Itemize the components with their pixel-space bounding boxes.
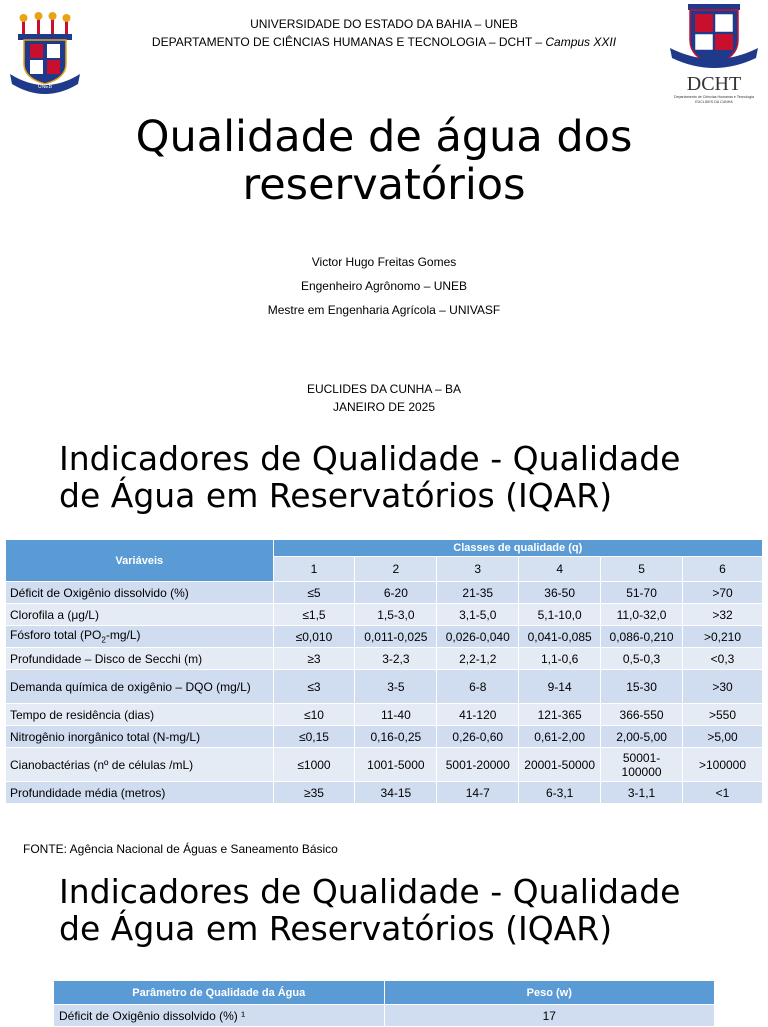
svg-text:EUCLIDES DA CUNHA: EUCLIDES DA CUNHA [695, 100, 733, 104]
class-number: 5 [601, 557, 683, 582]
institution-header [0, 15, 768, 51]
class-value: ≤3 [273, 670, 355, 704]
class-number: 3 [437, 557, 519, 582]
class-value: >550 [683, 704, 763, 726]
table-row [54, 1005, 715, 1027]
class-value: >100000 [683, 748, 763, 782]
date: JANEIRO DE 2025 [332, 400, 436, 414]
class-value: 14-7 [437, 782, 519, 804]
weight-cell: 17 [384, 1005, 714, 1027]
variable-label: Fósforo total $(PO_2-mg/L)$ [6, 626, 274, 648]
class-value: ≤1000 [273, 748, 355, 782]
header-variables: Variáveis [6, 540, 274, 582]
class-value: >0,210 [683, 626, 763, 648]
svg-text:DCHT: DCHT [686, 73, 742, 95]
author-degree: Engenheiro Agrônomo – UNEB [300, 279, 468, 293]
class-value: 51-70 [601, 582, 683, 604]
table-row [6, 582, 763, 604]
variable-label: Clorofila a (μg/L) [6, 604, 274, 626]
variable-label: Déficit de Oxigênio dissolvido (%) [6, 582, 274, 604]
class-value: <1 [683, 782, 763, 804]
class-value: 3,1-5,0 [437, 604, 519, 626]
author-name: Victor Hugo Freitas Gomes [311, 255, 457, 269]
class-value: 0,5-0,3 [601, 648, 683, 670]
class-number: 4 [519, 557, 601, 582]
class-value: 3-2,3 [355, 648, 437, 670]
table-row [6, 726, 763, 748]
class-value: ≤1,5 [273, 604, 355, 626]
class-value: 5001-20000 [437, 748, 519, 782]
class-value: 1,5-3,0 [355, 604, 437, 626]
city: EUCLIDES DA CUNHA – BA [306, 382, 462, 396]
class-value: 6-3,1 [519, 782, 601, 804]
class-value: 6-20 [355, 582, 437, 604]
parameter-cell: Déficit de Oxigênio dissolvido (%) ¹ [54, 1005, 385, 1027]
class-value: 121-365 [519, 704, 601, 726]
class-value: 0,26-0,60 [437, 726, 519, 748]
class-value: 11-40 [355, 704, 437, 726]
table-row [6, 648, 763, 670]
table-row [6, 782, 763, 804]
class-value: 50001-100000 [601, 748, 683, 782]
class-value: 5,1-10,0 [519, 604, 601, 626]
class-value: 0,011-0,025 [355, 626, 437, 648]
class-value: 0,026-0,040 [437, 626, 519, 648]
class-number: 2 [355, 557, 437, 582]
campus-name: Campus XXII [545, 35, 617, 49]
class-value: 41-120 [437, 704, 519, 726]
variable-label: Tempo de residência (dias) [6, 704, 274, 726]
class-value: ≥3 [273, 648, 355, 670]
variable-label: Cianobactérias (nº de células /mL) [6, 748, 274, 782]
weights-table [53, 980, 715, 1027]
class-value: >32 [683, 604, 763, 626]
class-value: 34-15 [355, 782, 437, 804]
class-value: ≥35 [273, 782, 355, 804]
table-row [6, 704, 763, 726]
author-masters: Mestre em Engenharia Agrícola – UNIVASF [267, 303, 501, 317]
class-value: 15-30 [601, 670, 683, 704]
class-number: 6 [683, 557, 763, 582]
class-value: 0,61-2,00 [519, 726, 601, 748]
place-date [0, 380, 768, 416]
header-parameter: Parâmetro de Qualidade da Água [54, 981, 385, 1005]
university-name: UNIVERSIDADE DO ESTADO DA BAHIA – UNEB [250, 17, 518, 31]
class-value: >5,00 [683, 726, 763, 748]
class-value: 366-550 [601, 704, 683, 726]
table-row [6, 670, 763, 704]
class-value: 20001-50000 [519, 748, 601, 782]
class-value: 0,16-0,25 [355, 726, 437, 748]
source-note: FONTE: Agência Nacional de Águas e Saneamento Básico [23, 842, 338, 856]
presentation-title: Qualidade de água dos reservatórios [135, 112, 633, 210]
class-value: 6-8 [437, 670, 519, 704]
class-value: 2,2-1,2 [437, 648, 519, 670]
header-weight: Peso (w) [384, 981, 714, 1005]
variable-label: Demanda química de oxigênio – DQO (mg/L) [6, 670, 274, 704]
class-value: ≤5 [273, 582, 355, 604]
class-value: 1,1-0,6 [519, 648, 601, 670]
class-value: 11,0-32,0 [601, 604, 683, 626]
header-classes: Classes de qualidade (q) [273, 540, 762, 557]
class-value: 0,086-0,210 [601, 626, 683, 648]
class-value: 9-14 [519, 670, 601, 704]
variable-label: Profundidade – Disco de Secchi (m) [6, 648, 274, 670]
variable-label: Nitrogênio inorgânico total (N-mg/L) [6, 726, 274, 748]
class-value: 2,00-5,00 [601, 726, 683, 748]
svg-text:UNEB: UNEB [38, 84, 52, 90]
table-row [6, 626, 763, 648]
table-row [6, 748, 763, 782]
class-value: ≤0,010 [273, 626, 355, 648]
author-block [0, 250, 768, 322]
department-name: DEPARTAMENTO DE CIÊNCIAS HUMANAS E TECNOLOGIA – DCHT – Campus XXII [151, 35, 617, 49]
class-value: ≤0,15 [273, 726, 355, 748]
class-number: 1 [273, 557, 355, 582]
table-row [6, 604, 763, 626]
variable-label: Profundidade média (metros) [6, 782, 274, 804]
quality-classes-table [5, 539, 763, 804]
class-value: 21-35 [437, 582, 519, 604]
class-value: 36-50 [519, 582, 601, 604]
class-value: >70 [683, 582, 763, 604]
class-value: >30 [683, 670, 763, 704]
class-value: <0,3 [683, 648, 763, 670]
class-value: ≤10 [273, 704, 355, 726]
svg-text:Departamento de Ciências Human: Departamento de Ciências Humanas e Tecnologia [673, 95, 755, 99]
class-value: 0,041-0,085 [519, 626, 601, 648]
section-title-2: Indicadores de Qualidade - Qualidade de Água em Reservatórios (IQAR) [59, 873, 681, 948]
class-value: 1001-5000 [355, 748, 437, 782]
class-value: 3-5 [355, 670, 437, 704]
section-title-1: Indicadores de Qualidade - Qualidade de Água em Reservatórios (IQAR) [59, 440, 681, 515]
class-value: 3-1,1 [601, 782, 683, 804]
